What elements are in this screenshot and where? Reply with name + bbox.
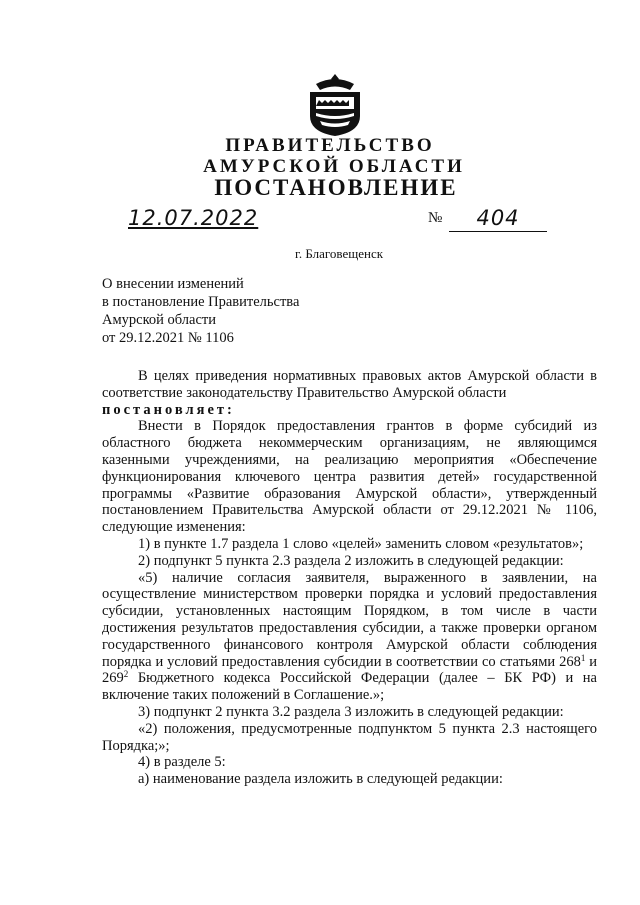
subject-line: Амурской области (102, 312, 216, 328)
item-2: 2) подпункт 5 пункта 2.3 раздела 2 изложить в следующей редакции: (138, 552, 564, 569)
coat-of-arms-emblem (302, 70, 368, 138)
document-body (102, 368, 597, 788)
main-paragraph: Внести в Порядок предоставления грантов в форме субсидий из областного бюджета некоммерческим организациям, не являющимся казенными учреждениями, на реализацию мероприятия «Обеспечение функционирования ключевого центра развития детей» государственной программы «Развитие образования Амурской области», утвержденный постановлением Правительства Амурской области от 29.12.2021 № 1106, следующие изменения: (102, 418, 597, 536)
superscript: 2 (123, 669, 129, 680)
document-type-title: ПОСТАНОВЛЕНИЕ (214, 175, 458, 200)
quoted-subitem-2: «2) положения, предусмотренные подпунктом 5 пункта 2.3 настоящего Порядка;»; (102, 720, 597, 754)
handwritten-date: 12.07.2022 (128, 206, 259, 230)
government-title-line1: ПРАВИТЕЛЬСТВО (225, 135, 435, 156)
item-3: 3) подпункт 2 пункта 3.2 раздела 3 изложить в следующей редакции: (138, 703, 564, 720)
handwritten-number: 404 (449, 205, 547, 232)
quote-text: и 269 (102, 653, 598, 687)
city-name: г. Благовещенск (294, 246, 384, 261)
preamble-paragraph: В целях приведения нормативных правовых актов Амурской области в соответствие законодательству Правительство Амурской области (102, 368, 597, 401)
document-subject (102, 275, 299, 347)
subject-line: от 29.12.2021 № 1106 (102, 330, 234, 346)
quoted-subitem-5 (102, 570, 597, 704)
item-1: 1) в пункте 1.7 раздела 1 слово «целей» заменить словом «результатов»; (138, 535, 584, 552)
quote-text: Бюджетного кодекса Российской Федерации (далее – БК РФ) и на включение таких положений в Соглашение.»; (102, 670, 597, 704)
item-4: 4) в разделе 5: (138, 754, 226, 771)
subject-line: в постановление Правительства (102, 294, 300, 310)
item-4a: а) наименование раздела изложить в следующей редакции: (138, 771, 503, 788)
superscript: 1 (580, 652, 586, 663)
subject-line: О внесении изменений (102, 276, 244, 292)
decrees-word: постановляет: (102, 401, 235, 418)
government-title-line2: АМУРСКОЙ ОБЛАСТИ (203, 156, 465, 177)
quote-text: «5) наличие согласия заявителя, выраженного в заявлении, на осуществление министерством проверки порядка и условий предоставления субсидии, установленных настоящим Порядком, в том числе в части достижения результатов предоставления субсидии, а также проверки органом государственного финансового контроля Амурской области соблюдения порядка и условий предоставления субсидии в соответствии со статьями 268 (102, 569, 597, 670)
number-sign: № (428, 210, 443, 226)
